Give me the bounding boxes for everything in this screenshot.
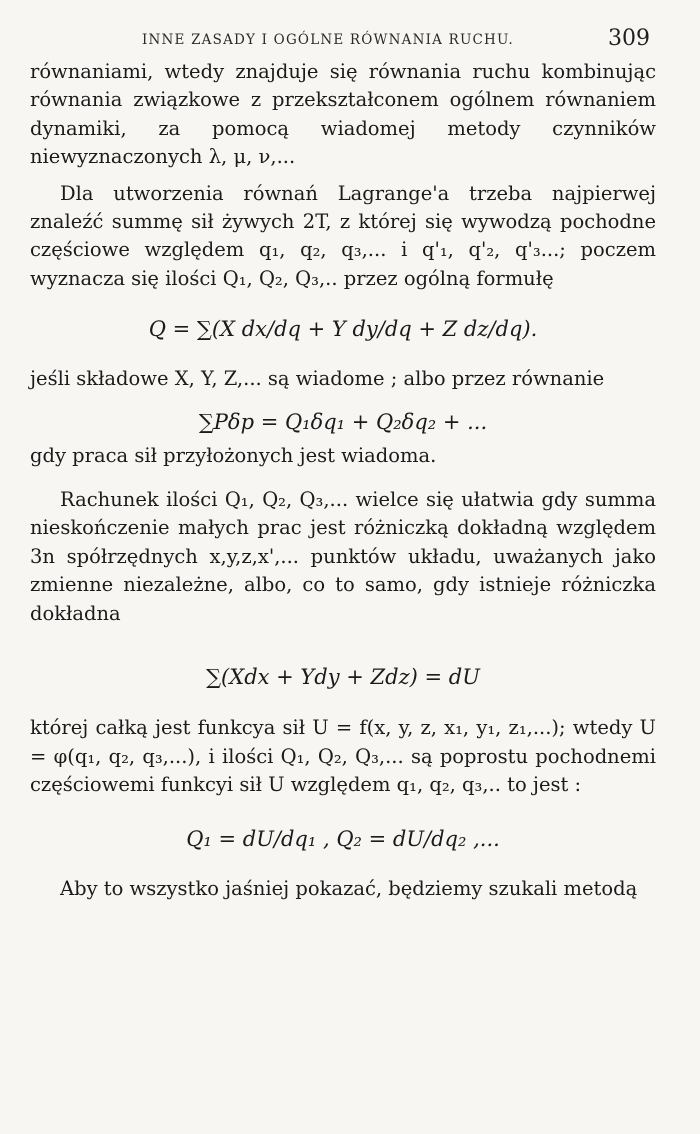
equation-generalized-force: Q = ∑(X dx/dq + Y dy/dq + Z dz/dq). <box>148 317 538 342</box>
paragraph-4: gdy praca sił przyłożonych jest wiadoma. <box>30 443 437 467</box>
paragraph-5: Rachunek ilości Q₁, Q₂, Q₃,... wielce się ułatwia gdy summa nieskończenie małych prac jest różniczką dokładną względem 3n spółrzędnych x,y,z,x',... punktów układu, uważanych jako zmienne niezależne, albo, co to samo, gdy istnieje różniczka dokładna <box>30 488 656 625</box>
page-header <box>60 26 650 56</box>
paragraph-1: równaniami, wtedy znajduje się równania ruchu kombinując równania związkowe z przekształconem ogólnem równaniem dynamiki, za pomocą wiadomej metody czynników niewyznaczonych λ, μ, ν,... <box>30 60 656 169</box>
equation-partial-derivatives: Q₁ = dU/dq₁ , Q₂ = dU/dq₂ ,... <box>186 827 500 852</box>
page-body <box>30 58 656 904</box>
equation-virtual-work: ∑Pδp = Q₁δq₁ + Q₂δq₂ + ... <box>198 409 488 434</box>
running-head: INNE ZASADY I OGÓLNE RÓWNANIA RUCHU. <box>142 32 514 48</box>
paragraph-7: Aby to wszystko jaśniej pokazać, będziemy szukali metodą <box>60 877 638 901</box>
paragraph-2: Dla utworzenia równań Lagrange'a trzeba najpierwej znaleźć summę sił żywych 2T, z której się wywodzą pochodne częściowe względem q₁, q₂, q₃,... i q'₁, q'₂, q'₃...; poczem wyznacza się ilości Q₁, Q₂, Q₃,.. przez ogólną formułę <box>30 181 656 290</box>
paragraph-6: której całką jest funkcya sił U = f(x, y, z, x₁, y₁, z₁,...); wtedy U = φ(q₁, q₂, q₃,...), i ilości Q₁, Q₂, Q₃,... są poprostu pochodnemi częściowemi funkcyi sił U względem q₁, q₂, q₃,.. to jest : <box>30 716 656 796</box>
equation-exact-differential: ∑(Xdx + Ydy + Zdz) = dU <box>206 665 480 690</box>
paragraph-3: jeśli składowe X, Y, Z,... są wiadome ; albo przez równanie <box>30 367 605 391</box>
page-number: 309 <box>608 26 650 51</box>
